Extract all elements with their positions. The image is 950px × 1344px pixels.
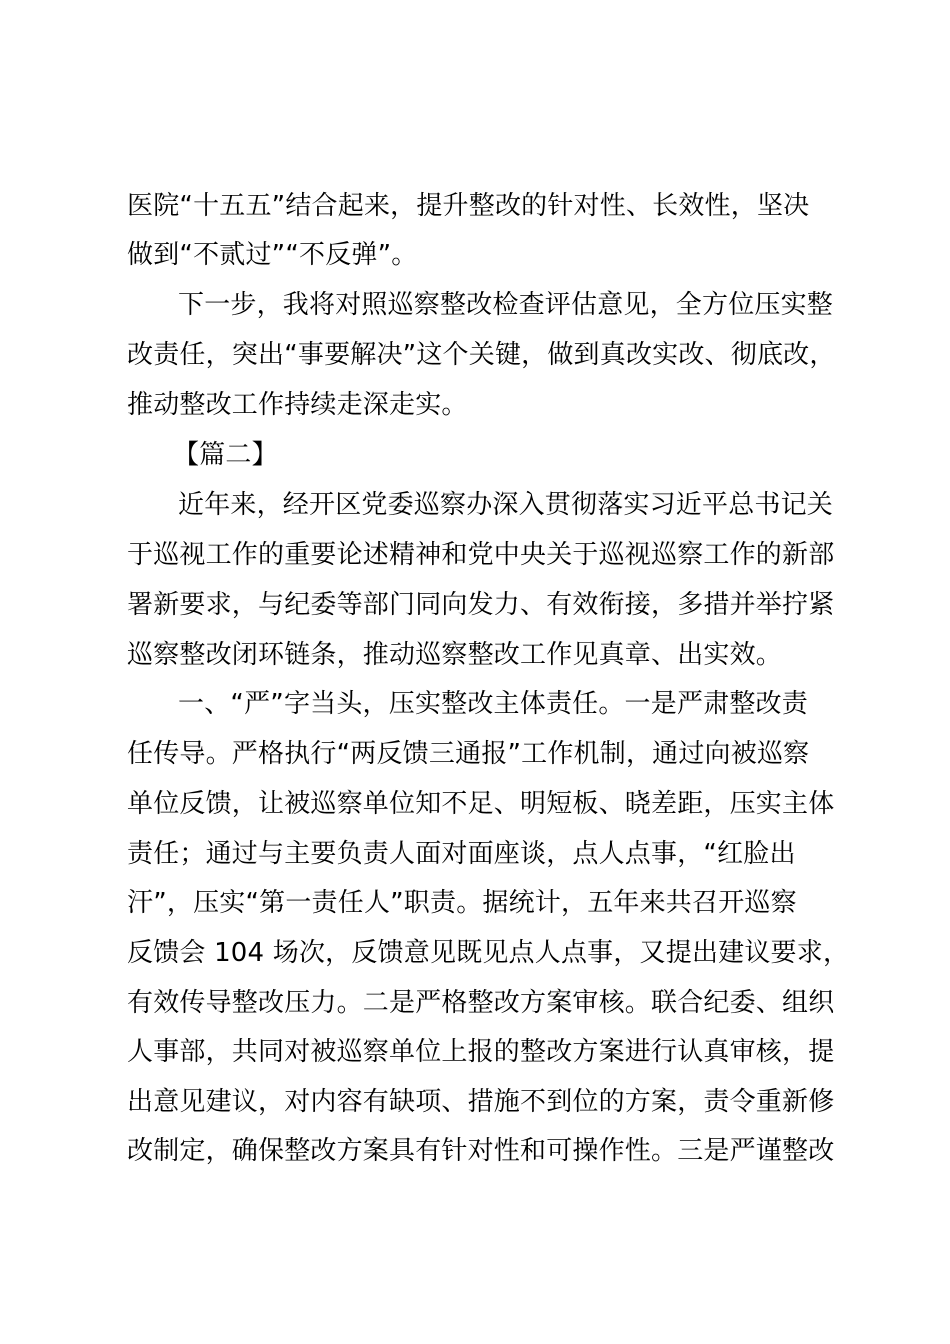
text-line: 反馈会 104 场次，反馈意见既见点人点事，又提出建议要求， [127,938,850,968]
paragraph-first-line: 一、“严”字当头，压实整改主体责任。一是严肃整改责 [178,689,808,719]
text-line: 改制定，确保整改方案具有针对性和可操作性。三是严谨整改 [127,1136,835,1166]
text-line: 任传导。严格执行“两反馈三通报”工作机制，通过向被巡察 [127,739,810,769]
text-line: 出意见建议，对内容有缺项、措施不到位的方案，责令重新修 [127,1087,835,1117]
text-line: 责任；通过与主要负责人面对面座谈，点人点事，“红脸出 [127,839,796,869]
text-line: 推动整改工作持续走深走实。 [127,390,468,420]
text-line: 于巡视工作的重要论述精神和党中央关于巡视巡察工作的新部 [127,540,835,570]
text-line: 改责任，突出“事要解决”这个关键，做到真改实改、彻底改， [127,340,836,370]
text-line: 有效传导整改压力。二是严格整改方案审核。联合纪委、组织 [127,988,835,1018]
text-line: 做到“不贰过”“不反弹”。 [127,240,418,270]
text-line: 巡察整改闭环链条，推动巡察整改工作见真章、出实效。 [127,640,783,670]
text-line: 医院“十五五”结合起来，提升整改的针对性、长效性，坚决 [127,191,810,221]
paragraph-first-line: 近年来，经开区党委巡察办深入贯彻落实习近平总书记关 [178,490,834,520]
paragraph-first-line: 下一步，我将对照巡察整改检查评估意见，全方位压实整 [178,290,834,320]
text-line: 人事部，共同对被巡察单位上报的整改方案进行认真审核，提 [127,1037,835,1067]
section-heading: 【篇二】 [173,440,278,470]
text-line: 单位反馈，让被巡察单位知不足、明短板、晓差距，压实主体 [127,789,835,819]
text-line: 汗”，压实“第一责任人”职责。据统计，五年来共召开巡察 [127,888,797,918]
text-line: 署新要求，与纪委等部门同向发力、有效衔接，多措并举拧紧 [127,590,835,620]
